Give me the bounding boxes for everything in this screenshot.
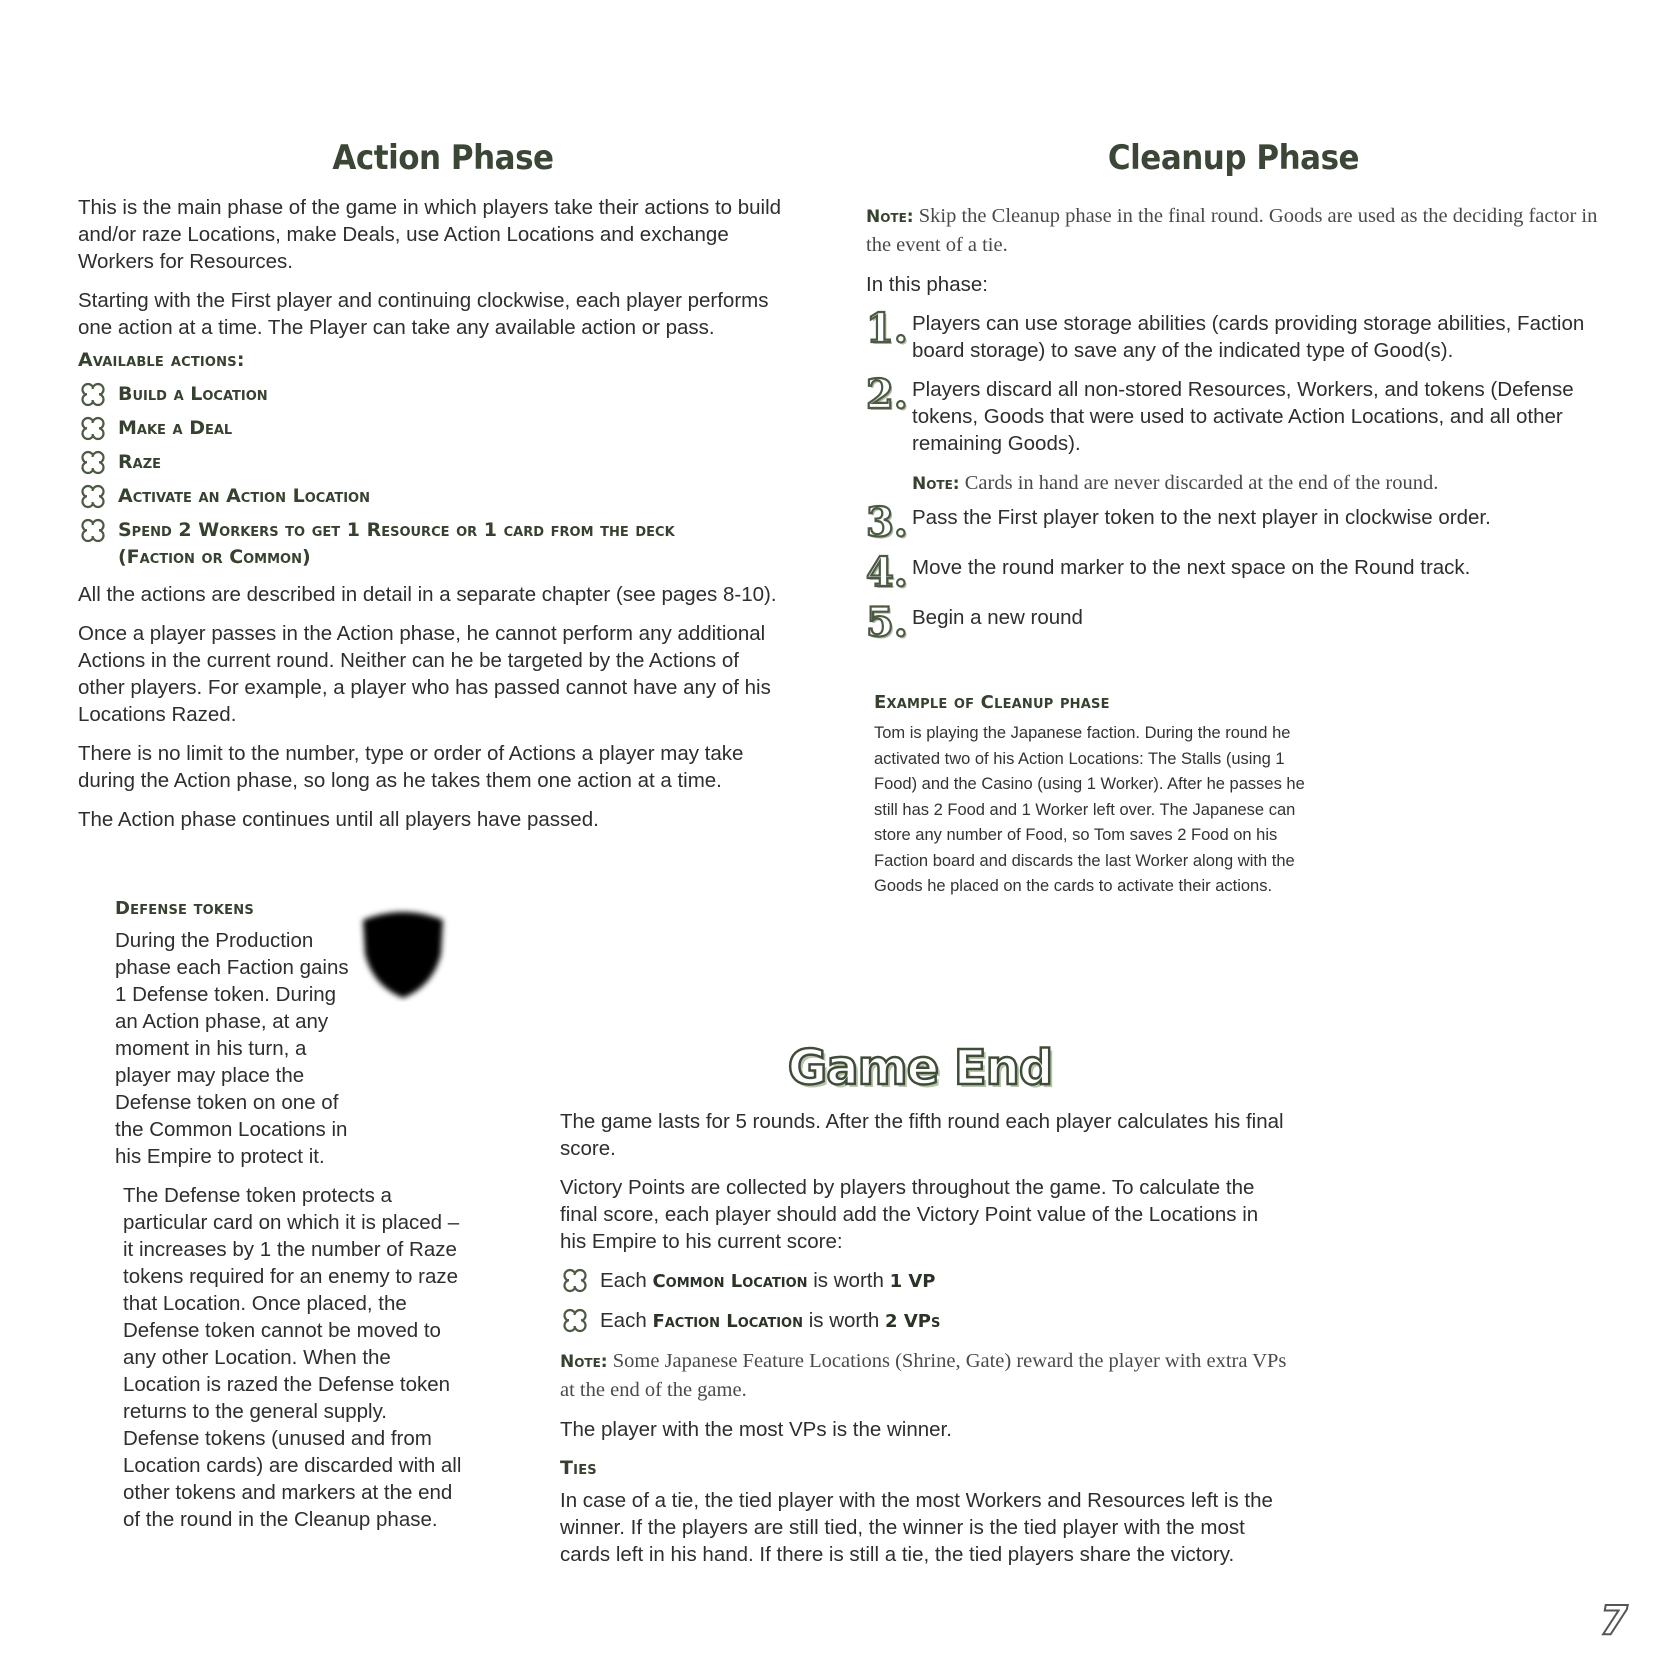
defense-shield-icon bbox=[353, 902, 453, 1002]
step-text: Begin a new round bbox=[912, 606, 1083, 629]
step-number: 1. bbox=[866, 305, 908, 352]
game-end-para-1: The game lasts for 5 rounds. After the fifth round each player calculates his final score. bbox=[560, 1110, 1284, 1160]
step-text: Move the round marker to the next space on the Round track. bbox=[912, 556, 1471, 579]
step-text: Players discard all non-stored Resources, Workers, and tokens (Defense tokens, Goods that were used to activate Action Locations, and all other remaining Goods). bbox=[912, 378, 1574, 455]
clover-icon bbox=[78, 382, 108, 408]
action-phase-para-1: This is the main phase of the game in which players take their actions to build and/or raze Locations, make Deals, use Action Locations and exchange Workers for Resources. bbox=[78, 196, 782, 273]
action-item bbox=[78, 483, 788, 510]
vp-list bbox=[560, 1267, 1290, 1335]
action-item-label: Build a Location bbox=[118, 383, 268, 405]
step-note bbox=[866, 469, 1601, 498]
game-end-para-2: Victory Points are collected by players throughout the game. To calculate the final score, each player should add the Victory Point value of the Locations in his Empire to his current score: bbox=[560, 1176, 1259, 1253]
vp-location-type: Common Location bbox=[652, 1271, 808, 1292]
step-number: 2. bbox=[866, 371, 908, 418]
defense-tokens-section bbox=[115, 898, 465, 1545]
cleanup-note bbox=[866, 202, 1601, 259]
example-text: Tom is playing the Japanese faction. During the round he activated two of his Action Locations: The Stalls (using 1 Food) and the Casino (using 1 Worker). After he passes he still has 2 Food and 1 Worker left over. The Japanese can store any number of Food, so Tom saves 2 Food on his Faction board and discards the last Worker along with the Goods he placed on the cards to activate their actions. bbox=[874, 724, 1305, 895]
action-item bbox=[78, 381, 788, 408]
action-item-label: Spend 2 Workers to get 1 Resource or 1 card from the deck (Faction or Common) bbox=[118, 519, 675, 568]
vp-value: 2 VPs bbox=[885, 1311, 941, 1332]
step-number: 3. bbox=[866, 499, 908, 546]
clover-icon bbox=[78, 450, 108, 476]
vp-pre: Each bbox=[600, 1309, 647, 1332]
vp-value: 1 VP bbox=[889, 1271, 936, 1292]
step-number: 4. bbox=[866, 549, 908, 596]
step-text: Pass the First player token to the next player in clockwise order. bbox=[912, 506, 1491, 529]
action-phase-title: Action Phase bbox=[332, 138, 554, 178]
example-heading: Example of Cleanup phase bbox=[874, 692, 1110, 713]
game-end-section bbox=[560, 1040, 1290, 1580]
vp-mid: is worth bbox=[813, 1269, 884, 1292]
cleanup-step bbox=[866, 599, 1601, 646]
clover-icon bbox=[560, 1268, 590, 1294]
available-actions-list bbox=[78, 381, 788, 571]
vp-item-common bbox=[560, 1267, 1290, 1295]
note-label: Note: bbox=[912, 474, 960, 494]
action-item-label: Activate an Action Location bbox=[118, 485, 370, 507]
clover-icon bbox=[78, 484, 108, 510]
defense-para-1: During the Production phase each Faction gains 1 Defense token. During an Action phase, at any moment in his turn, a player may place the Defense token on one of the Common Locations in his Empire to protect it. bbox=[115, 929, 349, 1168]
note-label: Note: bbox=[560, 1352, 608, 1372]
game-end-title: Game End bbox=[787, 1040, 1053, 1096]
action-phase-para-2: Starting with the First player and continuing clockwise, each player performs one action at a time. The Player can take any available action or pass. bbox=[78, 289, 769, 339]
note-text: Cards in hand are never discarded at the end of the round. bbox=[964, 472, 1439, 494]
action-item-label: Make a Deal bbox=[118, 417, 233, 439]
cleanup-step bbox=[866, 499, 1601, 546]
page-number: 7 bbox=[1600, 1598, 1628, 1644]
ties-text: In case of a tie, the tied player with the most Workers and Resources left is the winner. If the players are still tied, the winner is the tied player with the most cards left in his hand. If there is still a tie, the tied players share the victory. bbox=[560, 1489, 1273, 1566]
ties-heading: Ties bbox=[560, 1457, 597, 1479]
cleanup-step bbox=[866, 371, 1601, 457]
game-end-note bbox=[560, 1347, 1290, 1404]
cleanup-phase-title: Cleanup Phase bbox=[1107, 138, 1360, 178]
clover-icon bbox=[560, 1308, 590, 1334]
note-label: Note: bbox=[866, 207, 914, 227]
cleanup-step bbox=[866, 549, 1601, 596]
action-phase-para-4: Once a player passes in the Action phase, he cannot perform any additional Actions in the current round. Neither can he be targeted by the Actions of other players. For example, a player who has passed cannot have any of his Locations Razed. bbox=[78, 622, 771, 726]
step-text: Players can use storage abilities (cards providing storage abilities, Faction board storage) to save any of the indicated type of Good(s). bbox=[912, 312, 1585, 362]
action-phase-para-6: The Action phase continues until all players have passed. bbox=[78, 808, 599, 831]
step-number: 5. bbox=[866, 599, 908, 646]
defense-para-2: The Defense token protects a particular card on which it is placed – it increases by 1 the number of Raze tokens required for an enemy to raze that Location. Once placed, the Defense token cannot be moved to any other Location. When the Location is razed the Defense token returns to the general supply. Defense tokens (unused and from Location cards) are discarded with all other tokens and markers at the end of the round in the Cleanup phase. bbox=[123, 1184, 462, 1531]
game-end-para-3: The player with the most VPs is the winner. bbox=[560, 1418, 952, 1441]
action-item bbox=[78, 415, 788, 442]
cleanup-step bbox=[866, 305, 1601, 364]
vp-location-type: Faction Location bbox=[652, 1311, 803, 1332]
vp-mid: is worth bbox=[808, 1309, 880, 1332]
vp-pre: Each bbox=[600, 1269, 647, 1292]
action-item bbox=[78, 517, 788, 571]
clover-icon bbox=[78, 416, 108, 442]
clover-icon bbox=[78, 518, 108, 544]
action-phase-section bbox=[78, 140, 788, 845]
vp-item-faction bbox=[560, 1307, 1290, 1335]
cleanup-phase-section bbox=[866, 140, 1601, 654]
note-text: Skip the Cleanup phase in the final round. Goods are used as the deciding factor in the event of a tie. bbox=[866, 205, 1598, 256]
note-text: Some Japanese Feature Locations (Shrine, Gate) reward the player with extra VPs at the end of the game. bbox=[560, 1350, 1287, 1401]
available-actions-heading: Available actions: bbox=[78, 349, 245, 371]
defense-tokens-heading: Defense tokens bbox=[115, 898, 254, 919]
action-phase-para-3: All the actions are described in detail in a separate chapter (see pages 8-10). bbox=[78, 583, 777, 606]
action-item bbox=[78, 449, 788, 476]
action-phase-para-5: There is no limit to the number, type or order of Actions a player may take during the Action phase, so long as he takes them one action at a time. bbox=[78, 742, 744, 792]
action-item-label: Raze bbox=[118, 451, 161, 473]
cleanup-intro: In this phase: bbox=[866, 273, 988, 296]
cleanup-steps bbox=[866, 305, 1601, 646]
cleanup-example bbox=[874, 692, 1314, 900]
